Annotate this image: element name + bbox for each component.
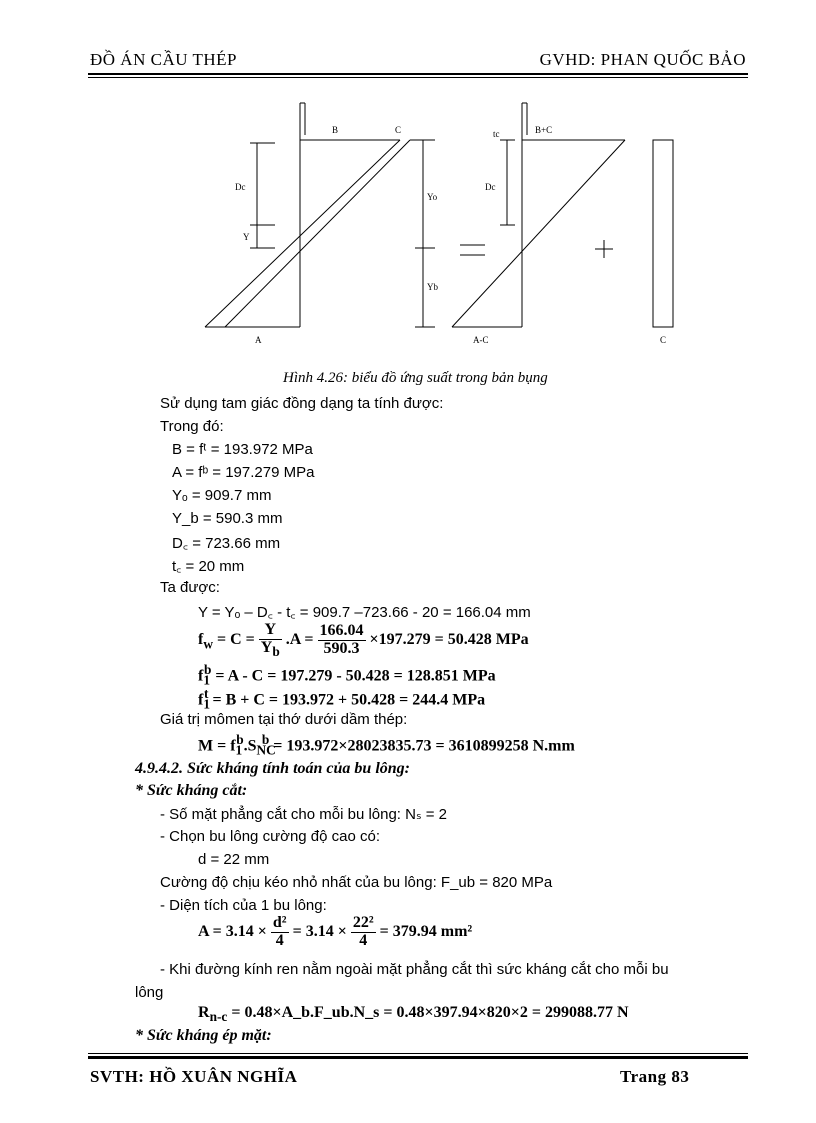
label-Yo: Yo [427,192,438,202]
header-left: ĐỒ ÁN CẦU THÉP [90,50,237,69]
text-tc: t꜀ = 20 mm [172,558,245,575]
text-so-mat: - Số mặt phẳng cắt cho mỗi bu lông: Nₛ = 2 [160,806,448,823]
footer-left: SVTH: HỒ XUÂN NGHĨA [90,1067,298,1086]
text-dien-tich: - Diện tích của 1 bu lông: [160,897,327,914]
text-chon: - Chọn bu lông cường độ cao có: [160,828,381,845]
text-Y-calc: Y = Yₒ – D꜀ - t꜀ = 909.7 –723.66 - 20 = 166.04 mm [198,604,531,621]
footer-right: Trang 83 [620,1067,690,1086]
header-right: GVHD: PHAN QUỐC BẢO [539,50,746,69]
sub-title-bearing: * Sức kháng ép mặt: [135,1027,272,1044]
text-A: A = fᵇ = 197.279 MPa [172,464,315,481]
R-equation: $R_{n-c}$ = 0.48×A_b.F_ub.N_s = 0.48×397.94×820×2 = 299088.77 N [198,1004,629,1025]
fw-equation: $f_w = C$ = $\frac{Y}{Y_b}$ .A = $\frac{166.04}{590.3}$ ×197.279 = 50.428 MPa [198,621,529,659]
A-equation: A = 3.14 × $\frac{\text{d²}}{4}$ = 3.14 × $\frac{\text{22²}}{4}$ = 379.94 mm² [198,914,473,949]
label-Y: Y [243,232,250,242]
text-khi-1: - Khi đường kính ren nằm ngoài mặt phẳng cắt thì sức kháng cắt cho mỗi bu [160,961,669,978]
figure-caption: Hình 4.26: biểu đồ ứng suất trong bản bụng [283,370,548,386]
text-B: B = fᵗ = 193.972 MPa [172,441,313,458]
f1b-equation: $f_1^b = A - C = 197.279 - 50.428 = 128.851$ MPa [198,662,496,688]
header-rule-thin [88,77,748,78]
M-equation: $M = f_1^b.S_{NC}^b = 193.972\times 28023835.73 = 3610899258$ N.mm [198,732,575,758]
section-title: 4.9.4.2. Sức kháng tính toán của bu lông: [135,760,410,777]
text-Yo: Yₒ = 909.7 mm [172,487,272,504]
label-AC: A-C [473,335,489,345]
text-line2: Trong đó: [160,418,224,435]
footer-rule-thin [88,1053,748,1054]
label-Dc2: Dc [485,182,496,192]
text-khi-2: lông [135,984,164,1001]
label-Yb: Yb [427,282,438,292]
footer-rule [88,1056,748,1059]
text-Dc: D꜀ = 723.66 mm [172,535,281,552]
stress-diagram [195,95,675,355]
text-cuong-do: Cường độ chịu kéo nhỏ nhất của bu lông: F_ub = 820 MPa [160,874,553,891]
label-C: C [395,125,402,135]
text-line1: Sử dụng tam giác đồng dạng ta tính được: [160,395,444,412]
label-A: A [255,335,262,345]
label-C-bottom: C [660,335,667,345]
text-d: d = 22 mm [198,851,270,868]
header-rule [88,73,748,75]
label-tc: tc [493,129,500,139]
text-Yb: Y_b = 590.3 mm [172,510,283,527]
label-B: B [332,125,339,135]
label-BC: B+C [535,125,553,135]
sub-title-shear: * Sức kháng cắt: [135,782,248,799]
label-Dc: Dc [235,182,246,192]
text-taduoc: Ta được: [160,579,220,596]
f1t-equation: $f_1^t = B + C = 193.972 + 50.428 = 244.4$ MPa [198,686,486,712]
text-gia-tri: Giá trị mômen tại thớ dưới dầm thép: [160,711,408,728]
